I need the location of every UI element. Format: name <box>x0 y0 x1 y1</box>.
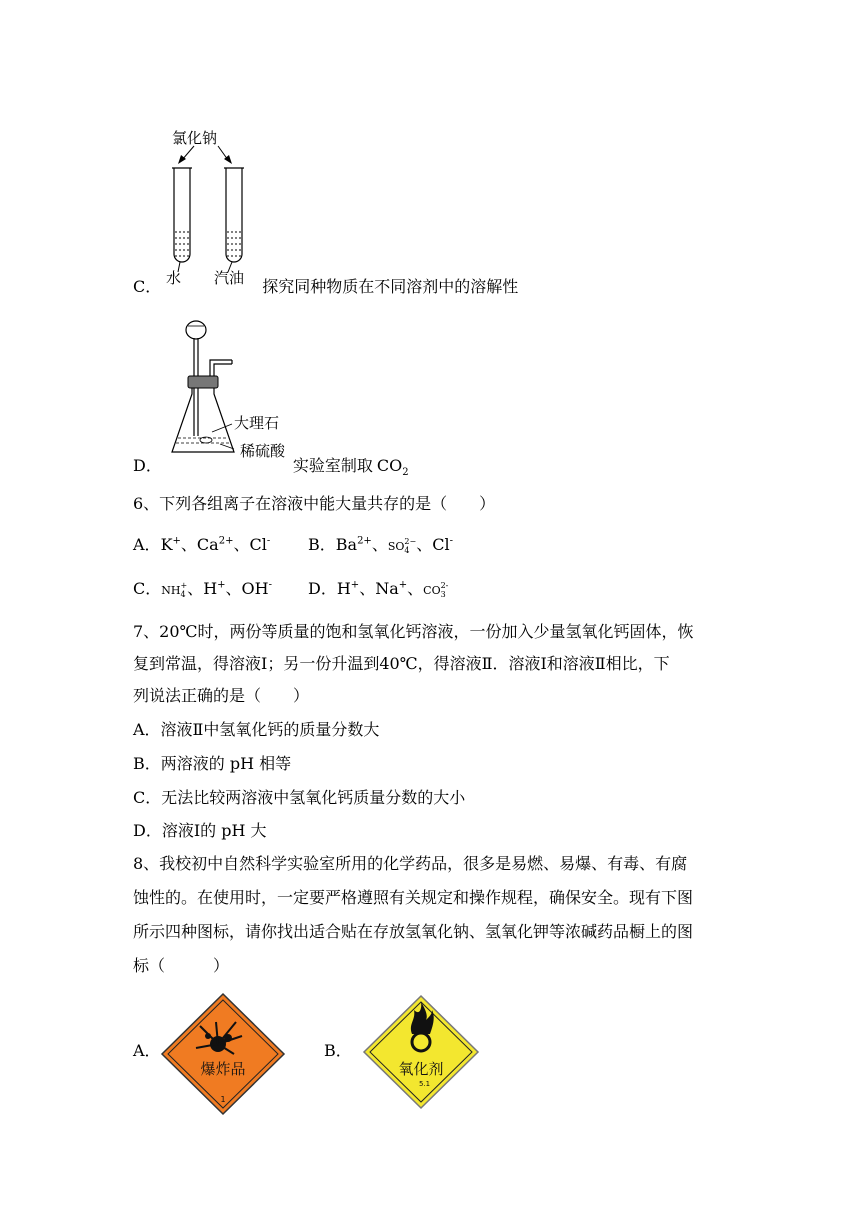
separator: 、 <box>407 579 424 598</box>
q8-stem-line-1: 8、我校初中自然科学实验室所用的化学药品，很多是易燃、易爆、有毒、有腐 <box>133 854 688 873</box>
option-label: C． <box>133 579 162 598</box>
q6-option-b <box>308 535 453 557</box>
q8-option-b-label: B． <box>324 1041 352 1060</box>
charge: + <box>350 579 360 591</box>
option-label: D． <box>308 579 337 598</box>
charge: + <box>172 535 181 547</box>
explosive-sign-text: 爆炸品 <box>200 1060 246 1078</box>
separator: 、 <box>180 535 197 554</box>
charge: 2+ <box>218 535 234 547</box>
separator: 、 <box>371 535 388 554</box>
q7-stem-line-2: 复到常温，得溶液Ⅰ；另一份升温到40℃，得溶液Ⅱ．溶液Ⅰ和溶液Ⅱ相比，下 <box>133 654 670 673</box>
oxidizer-sign-text: 氧化剂 <box>398 1060 444 1078</box>
separator: 、 <box>225 579 242 598</box>
explosive-sign-icon <box>160 992 286 1116</box>
charge: 2+ <box>357 535 372 547</box>
charge: + <box>398 579 408 591</box>
q7-option-a: A．溶液Ⅱ中氢氧化钙的质量分数大 <box>133 720 380 739</box>
figure-test-tubes <box>160 124 260 292</box>
q8-option-a-label: A． <box>133 1041 161 1060</box>
ion: Na <box>375 579 399 598</box>
q6-option-c <box>133 579 272 601</box>
charge: + <box>217 579 226 591</box>
figure-co2-apparatus <box>168 316 298 464</box>
option-label: D． <box>133 456 162 475</box>
ion: OH <box>241 579 269 598</box>
subscript: 4 <box>404 545 410 555</box>
q8-stem-line-4: 标（ ） <box>133 956 230 975</box>
charge: + <box>180 580 188 590</box>
q6-stem: 6、下列各组离子在溶液中能大量共存的是（ ） <box>133 494 496 513</box>
ion: Ba <box>335 535 358 554</box>
q6-option-a <box>133 535 270 555</box>
option-text: 探究同种物质在不同溶剂中的溶解性 <box>262 277 519 296</box>
option-label: B． <box>308 535 336 554</box>
sulfuric-acid-label: 稀硫酸 <box>240 442 286 460</box>
subscript: 4 <box>180 589 186 599</box>
separator: 、 <box>416 535 433 554</box>
option-c <box>133 277 518 297</box>
charge: - <box>266 535 271 547</box>
separator: 、 <box>187 579 204 598</box>
charge: 2- <box>440 580 449 590</box>
ion: H <box>336 579 351 598</box>
co2-subscript: 2 <box>402 467 409 479</box>
ion: H <box>203 579 218 598</box>
subscript: 3 <box>440 589 446 599</box>
option-text: 实验室制取 <box>292 456 373 475</box>
option-label: C． <box>133 277 162 296</box>
sulfate-ion: SO <box>387 540 405 553</box>
charge: - <box>449 535 453 547</box>
marble-label: 大理石 <box>234 414 280 432</box>
charge: - <box>268 579 273 591</box>
separator: 、 <box>359 579 376 598</box>
q8-stem-line-2: 蚀性的。在使用时，一定要严格遵照有关规定和操作规程，确保安全。现有下图 <box>133 888 694 907</box>
option-label: A． <box>133 535 161 554</box>
carbonate-ion: CO <box>423 584 441 597</box>
q7-option-c: C．无法比较两溶液中氢氧化钙质量分数的大小 <box>133 788 466 807</box>
oxidizer-sign-class: 5.1 <box>419 1080 431 1088</box>
sodium-chloride-label: 氯化钠 <box>172 129 218 147</box>
ion: Cl <box>249 535 267 554</box>
q7-stem-line-3: 列说法正确的是（ ） <box>133 686 310 705</box>
q6-option-d <box>308 579 448 601</box>
co2-formula: CO <box>376 456 403 475</box>
q7-option-b: B．两溶液的 pH 相等 <box>133 754 292 773</box>
q7-stem-line-1: 7、20℃时，两份等质量的饱和氢氧化钙溶液，一份加入少量氢氧化钙固体，恢 <box>133 622 694 641</box>
ammonium-ion: NH <box>161 584 181 597</box>
oxidizer-sign-icon <box>362 994 480 1110</box>
q8-stem-line-3: 所示四种图标，请你找出适合贴在存放氢氧化钠、氢氧化钾等浓碱药品橱上的图 <box>133 922 694 941</box>
separator: 、 <box>233 535 250 554</box>
gasoline-label: 汽油 <box>214 269 245 287</box>
water-label: 水 <box>166 269 182 287</box>
charge: 2− <box>404 536 417 546</box>
ion: Ca <box>196 535 219 554</box>
option-d <box>133 456 409 479</box>
q7-option-d: D．溶液Ⅰ的 pH 大 <box>133 821 267 840</box>
ion: K <box>160 535 173 554</box>
ion: Cl <box>432 535 450 554</box>
explosive-sign-class: 1 <box>220 1095 226 1104</box>
